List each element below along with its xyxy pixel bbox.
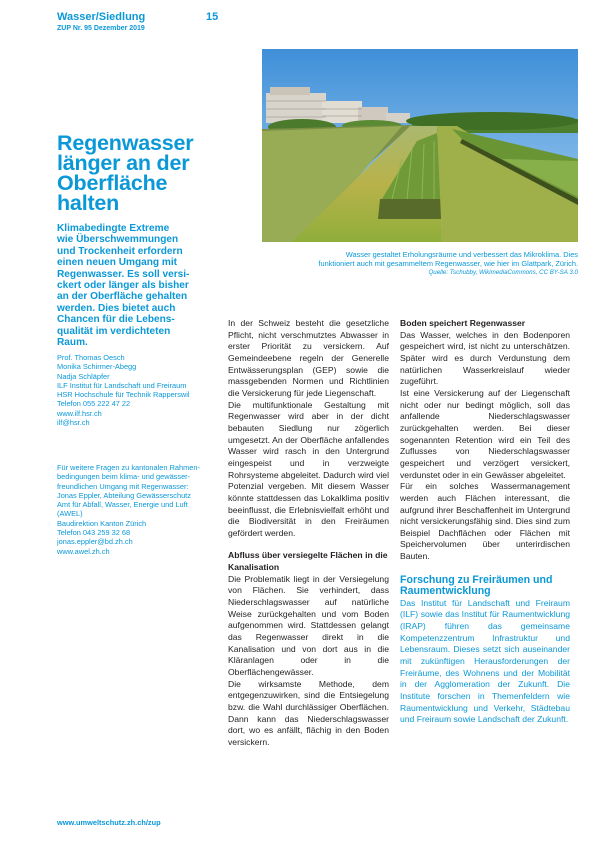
author-line: HSR Hochschule für Technik Rapperswil — [57, 390, 190, 400]
title-line: Oberfläche — [57, 171, 168, 195]
research-paragraph: Das Institut für Landschaft und Freiraum (ILF) sowie das Institut für Raumentwicklung (IRAP) führen das gemeinsame Kompetenzzentrum Infrastruktur und Lebensraum. Dieses setzt sich auseinander mit zukünftigen Herausforderungen der Freiräume, des Wohnens und der Mobilität in der Agglomeration der Zukunft. Die Institute forschen in Themenfeldern wie Raumentwicklung und Verkehr, Städtebau und Freiraum sowie Landschaft der Zukunft. — [400, 597, 570, 725]
caption-line: funktioniert auch mit gesammeltem Regenwasser, wie hier im Glattpark, Zürich. — [318, 259, 578, 268]
contact-email-link[interactable]: jonas.eppler@bd.zh.ch — [57, 537, 133, 547]
author-website-link[interactable]: www.ilf.hsr.ch — [57, 408, 102, 418]
section-label: Wasser/Siedlung — [57, 11, 146, 23]
body-paragraph: Die wirksamste Methode, dem entgegenzuwirken, sind die Entsiegelung bzw. die Wahl durchlässiger Oberflächen. Dann kann das Niederschlagswasser dort, wo es anfällt, flächig in den Boden versickern. — [228, 678, 389, 747]
body-column-1 — [228, 318, 389, 749]
body-paragraph: Die multifunktionale Gestaltung mit Regenwasser wird aber in der dicht bebauten Siedlung nur zögerlich umgesetzt. An der Oberfläche anfallendes Wasser wird rasch in den Untergrund eingespeist und in verzweigte Rohrsysteme abgeleitet. Dadurch wird viel Potenzial vergeben. Mit diesem Wasser könnte stattdessen das Lokalklima positiv beeinflusst, die Erlebnisvielfalt erhöht und die Biodiversität in den Freiräumen gefördert werden. — [228, 399, 389, 538]
research-heading: Forschung zu Freiräumen und Raumentwicklung — [400, 573, 553, 598]
photo-source: Quelle: Tschubby, WikimediaCommons, CC BY-SA 3.0 — [428, 269, 578, 276]
lead-line: Chancen für die Lebens- — [57, 314, 175, 326]
contact-block — [57, 463, 227, 556]
contact-line: Telefon 043 259 32 68 — [57, 528, 131, 538]
lead-line: wie Überschwemmungen — [57, 234, 179, 246]
lead-line: qualität im verdichteten — [57, 325, 171, 337]
body-paragraph: Die Problematik liegt in der Versiegelung von Flächen. Sie verhindert, dass Niederschlagswasser auf natürliche Weise zurückgehalten und vom Boden aufgenommen wird. Stattdessen gelangt das Regenwasser direkt in die Kanalisation und von dort aus in die Kläranlagen oder in die Oberflächengewässer. — [228, 573, 389, 678]
author-line: Nadja Schläpfer — [57, 371, 110, 381]
photo-caption — [240, 250, 578, 277]
article-title — [57, 133, 232, 213]
footer-link[interactable]: www.umweltschutz.zh.ch/zup — [57, 818, 161, 827]
body-column-2 — [400, 318, 570, 726]
contact-line: freundlichen Umgang mit Regenwasser: — [57, 481, 189, 491]
contact-line: Für weitere Fragen zu kantonalen Rahmen- — [57, 463, 200, 472]
lead-line: werden. Dies bietet auch — [57, 302, 176, 314]
author-block — [57, 353, 227, 427]
author-line: Monika Schirmer-Abegg — [57, 362, 137, 372]
lead-line: an der Oberfläche gehalten — [57, 291, 188, 303]
article-photo — [262, 49, 578, 242]
lead-line: Klimabedingte Extreme — [57, 223, 170, 234]
body-paragraph: Ist eine Versickerung auf der Liegenschaft nicht oder nur bedingt möglich, soll das anfallende Niederschlagswasser zurückgehalten werden. Bei dieser sogenannten Retention wird ein Teil des Zuflusses von Niederschlagswasser gespeichert und verzögert versickert, verdunstet oder in ein Gewässer abgeleitet. — [400, 387, 570, 480]
section-heading: Abfluss über versiegelte Flächen in die Kanalisation — [228, 550, 388, 573]
author-line: ILF Institut für Landschaft und Freiraum — [57, 380, 187, 390]
author-email-link[interactable]: ilf@hsr.ch — [57, 418, 90, 428]
lead-line: und Trockenheit erfordern — [57, 245, 183, 257]
author-line: Telefon 055 222 47 22 — [57, 399, 131, 409]
lead-line: Raum. — [57, 337, 88, 349]
page-number: 15 — [206, 11, 219, 23]
canal-photo-illustration — [262, 49, 578, 242]
issue-label: ZUP Nr. 95 Dezember 2019 — [57, 25, 145, 32]
body-paragraph: Für ein solches Wassermanagement werden auch Flächen interessant, die aufgrund ihrer Beschaffenheit im Untergrund nicht versickerungsfähig sind. Dies sind zum Beispiel Dachflächen oder Flächen mit Speichervolumen über unterirdischen Bauten. — [400, 481, 570, 562]
contact-line: (AWEL) — [57, 509, 83, 519]
lead-line: ckert oder länger als bisher — [57, 280, 189, 292]
contact-line: Jonas Eppler, Abteilung Gewässerschutz — [57, 490, 191, 500]
author-line: Prof. Thomas Oesch — [57, 353, 125, 362]
contact-line: Baudirektion Kanton Zürich — [57, 518, 147, 528]
contact-line: Amt für Abfall, Wasser, Energie und Luft — [57, 500, 188, 510]
body-paragraph: Das Wasser, welches in den Bodenporen gespeichert wird, ist nicht zu unterschätzen. Später wird es durch Verdunstung dem natürlichen Wasserkreislauf wieder zugeführt. — [400, 329, 570, 387]
title-line: halten — [57, 191, 120, 215]
lead-line: einen neuen Umgang mit — [57, 257, 178, 269]
title-line: Regenwasser — [57, 131, 194, 155]
body-paragraph: In der Schweiz besteht die gesetzliche Pflicht, nicht verschmutztes Abwasser in erster Priorität zu versickern. Auf Gemeindeebene regeln der Generelle Entwässerungsplan (GEP) sowie die massgebenden Normen und Richtlinien die Versickerung für jede Liegenschaft. — [228, 318, 389, 398]
title-line: länger an der — [57, 151, 190, 175]
section-heading: Boden speichert Regenwasser — [400, 318, 526, 328]
article-lead — [57, 223, 222, 348]
contact-website-link[interactable]: www.awel.zh.ch — [57, 546, 110, 556]
lead-line: Regenwasser. Es soll versi- — [57, 268, 190, 280]
caption-line: Wasser gestaltet Erholungsräume und verbessert das Mikroklima. Dies — [345, 250, 578, 259]
contact-line: bedingungen beim klima- und gewässer- — [57, 472, 191, 482]
